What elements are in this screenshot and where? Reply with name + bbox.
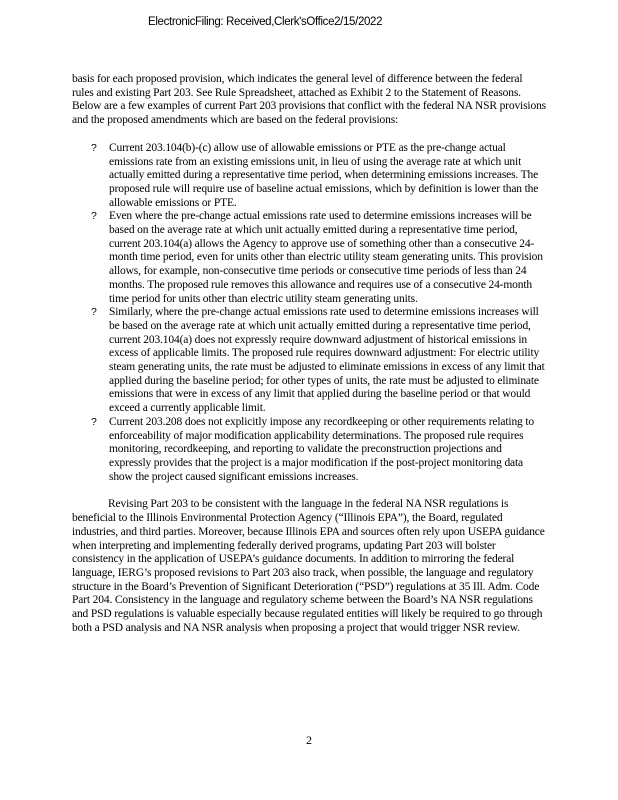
document-body — [72, 73, 546, 635]
bullet-item-2 — [72, 210, 546, 306]
bullet-item-1 — [72, 142, 546, 211]
bullet-text-2: Even where the pre-change actual emissions rate used to determine emissions increases will be based on the average rate at which unit actually emitted during a representative time period, current 203.104(a) allows the Agency to approve use of something other than a consecutive 24-month time period, even for units other than electric utility steam generating units. This provision allows, for example, non-consecutive time periods or consecutive time periods of less than 24 months. The proposed rule removes this allowance and requires use of a consecutive 24-month time period for units other than electric utility steam generating units. — [109, 210, 543, 305]
bullet-item-3 — [72, 306, 546, 416]
electronic-filing-stamp: ElectronicFiling: Received,Clerk'sOffice2/15/2022 — [148, 16, 383, 28]
provision-examples-list — [72, 142, 546, 485]
intro-paragraph: basis for each proposed provision, which indicates the general level of difference between the federal rules and existing Part 203. See Rule Spreadsheet, attached as Exhibit 2 to the Statement of Reasons. Below are a few examples of current Part 203 provisions that conflict with the federal NA NSR provisions and the proposed amendments which are based on the federal provisions: — [72, 73, 546, 127]
bullet-marker-icon: ? — [91, 141, 97, 154]
bullet-marker-icon: ? — [91, 306, 97, 319]
bullet-item-4 — [72, 416, 546, 485]
bullet-marker-icon: ? — [91, 210, 97, 223]
bullet-text-3: Similarly, where the pre-change actual emissions rate used to determine emissions increases will be based on the average rate at which unit actually emitted during a representative time period, current 203.104(a) does not expressly require downward adjustment of historical emissions in excess of applicable limits. The proposed rule requires downward adjustment: For electric utility steam generating units, the rate must be adjusted to eliminate emissions in excess of any limit that applied during the baseline period; for other types of units, the rate must be adjusted to eliminate emissions that were in excess of any limit that applied during the baseline period or that would exceed a currently applicable limit. — [109, 306, 545, 415]
page-number: 2 — [306, 733, 312, 747]
closing-paragraph: Revising Part 203 to be consistent with the language in the federal NA NSR regulations is beneficial to the Illinois Environmental Protection Agency (“Illinois EPA”), the Board, regulated industries, and third parties. Moreover, because Illinois EPA and sources often rely upon USEPA guidance when interpreting and implementing federally derived programs, updating Part 203 will bolster consistency in the application of USEPA’s guidance documents. In addition to mirroring the federal language, IERG’s proposed revisions to Part 203 also track, when possible, the language and regulatory structure in the Board’s Prevention of Significant Deterioration (“PSD”) regulations at 35 Ill. Adm. Code Part 204. Consistency in the language and regulatory scheme between the Board’s NA NSR regulations and PSD regulations is valuable especially because regulated entities will likely be required to go through both a PSD analysis and NA NSR analysis when proposing a project that would trigger NSR review. — [72, 498, 545, 634]
bullet-text-1: Current 203.104(b)-(c) allow use of allowable emissions or PTE as the pre-change actual emissions rate from an existing emissions unit, in lieu of using the average rate at which unit actually emitted during a representative time period, when determining emissions increases. The proposed rule will require use of baseline actual emissions, which by definition is lower than the allowable emissions or PTE. — [109, 141, 539, 209]
bullet-marker-icon: ? — [91, 415, 97, 428]
bullet-text-4: Current 203.208 does not explicitly impose any recordkeeping or other requirements relating to enforceability of major modification applicability determinations. The proposed rule requires monitoring, recordkeeping, and reporting to validate the preconstruction projections and expressly provides that the project is a major modification if the post-project monitoring data show the project caused significant emissions increases. — [109, 415, 535, 483]
